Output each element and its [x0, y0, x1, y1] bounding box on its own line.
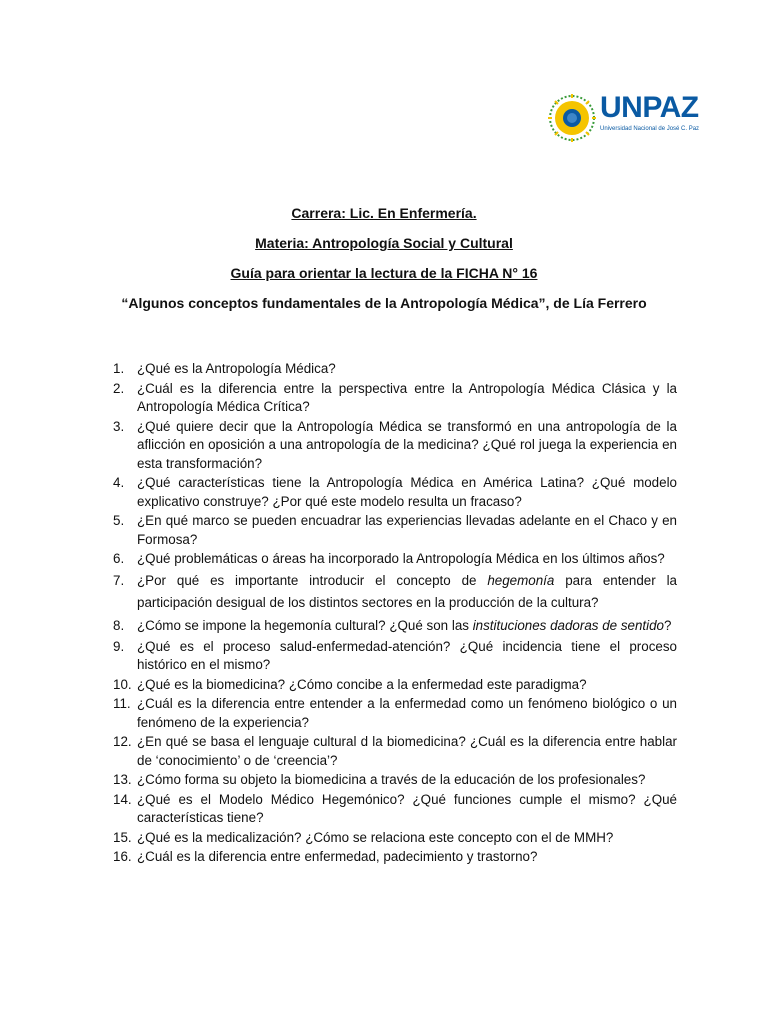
question-number: 5. [113, 513, 125, 528]
question-text: ¿En qué marco se pueden encuadrar las experiencias llevadas adelante en el Chaco y en Formosa? [137, 513, 677, 547]
question-text: ¿Qué es la biomedicina? ¿Cómo concibe a la enfermedad este paradigma? [137, 676, 587, 692]
question-number: 1. [113, 361, 125, 376]
question-text: ¿Qué es el Modelo Médico Hegemónico? ¿Qué funciones cumple el mismo? ¿Qué características tiene? [137, 791, 677, 825]
question-number: 3. [113, 418, 125, 434]
list-item [113, 848, 677, 867]
list-item [113, 615, 677, 637]
question-text: ¿Qué problemáticas o áreas ha incorporado la Antropología Médica en los últimos años? [137, 551, 665, 566]
question-list [113, 360, 677, 868]
question-text: ¿Qué es la Antropología Médica? [137, 361, 336, 376]
question-number: 2. [113, 380, 125, 396]
sun-emblem-icon [548, 88, 598, 150]
question-text-end: ? [664, 617, 672, 633]
list-item [113, 771, 677, 790]
carrera-heading: Carrera: Lic. En Enfermería. [291, 205, 477, 221]
list-item [113, 638, 677, 675]
question-text: ¿Cuál es la diferencia entre la perspectiva entre la Antropología Médica Clásica y la Antropología Médica Crítica? [137, 380, 677, 414]
question-number: 8. [113, 617, 125, 633]
logo-brand-text: UNPAZ [600, 91, 699, 124]
question-text: ¿Qué es el proceso salud-enfermedad-atención? ¿Qué incidencia tiene el proceso histórico en el mismo? [137, 638, 677, 672]
list-item [113, 380, 677, 417]
question-number: 6. [113, 551, 125, 566]
question-text-start: ¿Por qué es importante introducir el concepto de [137, 572, 488, 588]
question-number: 16. [113, 849, 132, 864]
list-item [113, 733, 677, 770]
question-number: 9. [113, 638, 125, 654]
question-number: 4. [113, 475, 125, 490]
question-text: ¿Cuál es la diferencia entre entender a la enfermedad como un fenómeno biológico o un fenómeno de la experiencia? [137, 696, 677, 730]
materia-heading: Materia: Antropología Social y Cultural [255, 235, 513, 251]
question-text: ¿En qué se basa el lenguaje cultural d la biomedicina? ¿Cuál es la diferencia entre hablar de ‘conocimiento’ o de ‘creencia’? [137, 734, 677, 768]
question-number: 14. [113, 791, 132, 807]
question-text-start: ¿Cómo se impone la hegemonía cultural? ¿Qué son las [137, 617, 473, 633]
question-italic-term: instituciones dadoras de sentido [472, 617, 665, 633]
question-text: ¿Qué es la medicalización? ¿Cómo se relaciona este concepto con el de MMH? [137, 829, 614, 845]
question-number: 15. [113, 829, 132, 845]
list-item [113, 676, 677, 695]
question-number: 7. [113, 572, 125, 588]
question-number: 11. [113, 696, 131, 711]
question-text: ¿Qué quiere decir que la Antropología Médica se transformó en una antropología de la aflicción en oposición a una antropología de la medicina? ¿Qué rol juega la experiencia en esta transformación? [137, 418, 677, 471]
question-number: 13. [113, 772, 132, 787]
list-item [113, 791, 677, 828]
list-item [113, 360, 677, 379]
question-text: ¿Qué características tiene la Antropología Médica en América Latina? ¿Qué modelo explicativo construye? ¿Por qué este modelo resulta un fracaso? [137, 475, 677, 509]
question-text: ¿Cuál es la diferencia entre enfermedad, padecimiento y trastorno? [137, 849, 538, 864]
list-item [113, 570, 677, 614]
list-item [113, 512, 677, 549]
logo-subtitle: Universidad Nacional de José C. Paz [600, 126, 700, 132]
list-item [113, 829, 677, 848]
list-item [113, 418, 677, 474]
list-item [113, 474, 677, 511]
list-item [113, 550, 677, 569]
guia-heading: Guía para orientar la lectura de la FICHA N° 16 [230, 265, 538, 281]
document-header [0, 205, 768, 325]
unpaz-logo [548, 88, 700, 150]
question-text-end: para entender la participación desigual de los distintos sectores en la producción de la cultura? [137, 572, 677, 610]
document-title: “Algunos conceptos fundamentales de la Antropología Médica”, de Lía Ferrero [121, 295, 647, 311]
question-number: 10. [113, 676, 132, 692]
question-text: ¿Cómo forma su objeto la biomedicina a través de la educación de los profesionales? [137, 772, 646, 787]
question-number: 12. [113, 734, 132, 749]
question-italic-term: hegemonía [487, 572, 555, 588]
list-item [113, 695, 677, 732]
